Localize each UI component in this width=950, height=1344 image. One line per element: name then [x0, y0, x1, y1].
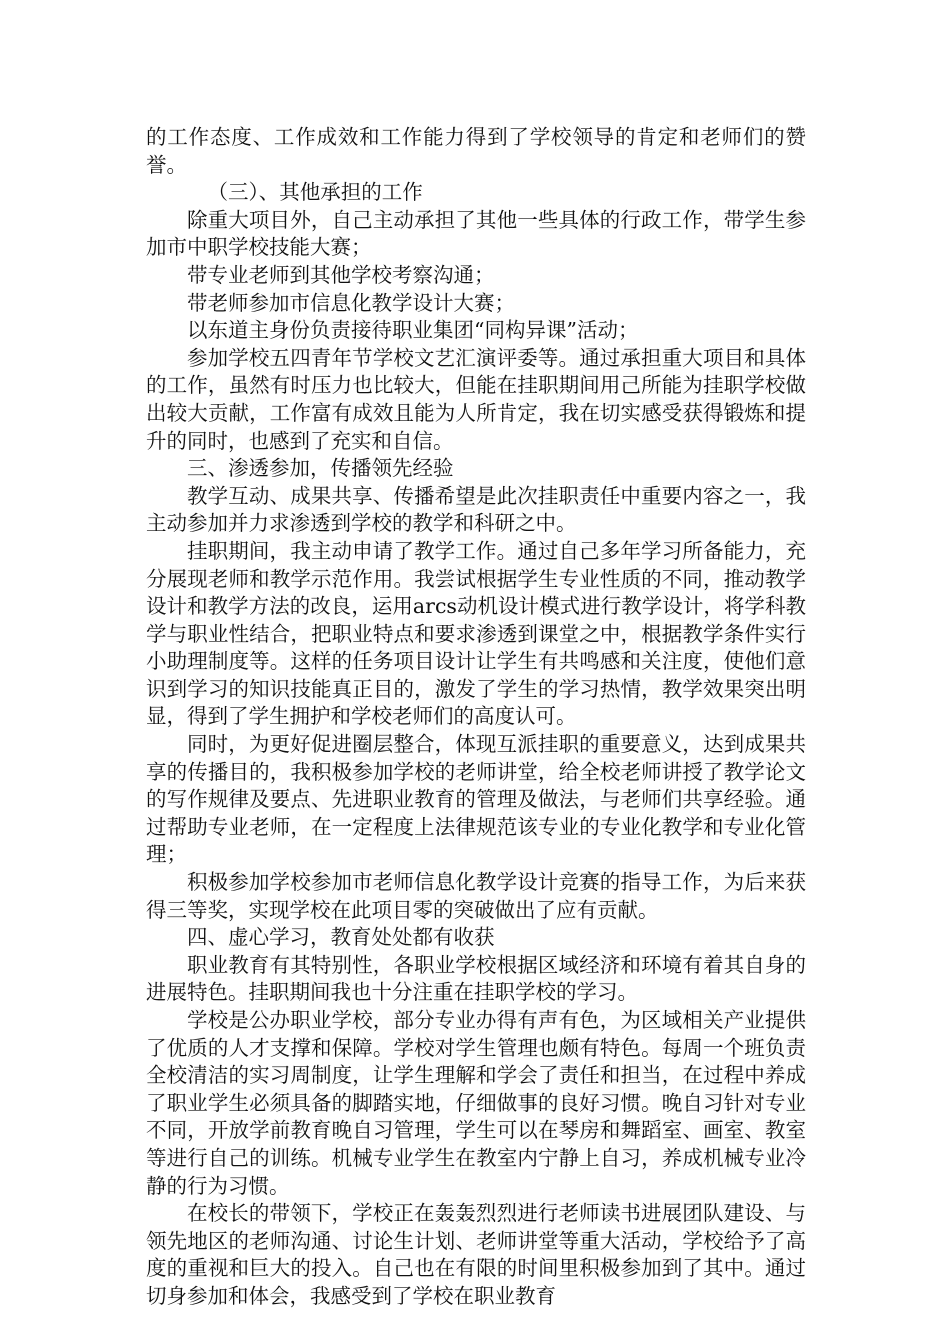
paragraph: 在校长的带领下，学校正在轰轰烈烈进行老师读书进展团队建设、与领先地区的老师沟通、讨论生计划、老师讲堂等重大活动，学校给予了高度的重视和巨大的投入。自己也在有限的时间里积极参加到了其中。通过切身参加和体会，我感受到了学校在职业教育	[146, 1201, 806, 1308]
paragraph: 挂职期间，我主动申请了教学工作。通过自己多年学习所备能力，充分展现老师和教学示范作用。我尝试根据学生专业性质的不同，推动教学设计和教学方法的改良，运用arcs动机设计模式进行教学设计，将学科教学与职业性结合，把职业特点和要求渗透到课堂之中，根据教学条件实行小助理制度等。这样的任务项目设计让学生有共鸣感和关注度，使他们意识到学习的知识技能真正目的，激发了学生的学习热情，教学效果突出明显，得到了学生拥护和学校老师们的高度认可。	[146, 538, 806, 729]
paragraph: 学校是公办职业学校，部分专业办得有声有色，为区域相关产业提供了优质的人才支撑和保障。学校对学生管理也颇有特色。每周一个班负责全校清洁的实习周制度，让学生理解和学会了责任和担当，在过程中养成了职业学生必须具备的脚踏实地，仔细做事的良好习惯。晚自习针对专业不同，开放学前教育晚自习管理，学生可以在琴房和舞蹈室、画室、教室等进行自己的训练。机械专业学生在教室内宁静上自习，养成机械专业冷静的行为习惯。	[146, 1008, 806, 1198]
paragraph: 同时，为更好促进圈层整合，体现互派挂职的重要意义，达到成果共享的传播目的，我积极参加学校的老师讲堂，给全校老师讲授了教学论文的写作规律及要点、先进职业教育的管理及做法，与老师们共享经验。通过帮助专业老师，在一定程度上法律规范该专业的专业化教学和专业化管理；	[146, 732, 806, 867]
paragraph: 参加学校五四青年节学校文艺汇演评委等。通过承担重大项目和具体的工作，虽然有时压力也比较大，但能在挂职期间用己所能为挂职学校做出较大贡献，工作富有成效且能为人所肯定，我在切实感受获得锻炼和提升的同时，也感到了充实和自信。	[146, 345, 806, 453]
paragraph: 的工作态度、工作成效和工作能力得到了学校领导的肯定和老师们的赞誉。	[146, 125, 806, 177]
paragraph: 除重大项目外，自己主动承担了其他一些具体的行政工作，带学生参加市中职学校技能大赛；	[146, 207, 806, 260]
section-heading: （三）、其他承担的工作	[207, 180, 423, 205]
paragraph: 积极参加学校参加市老师信息化教学设计竞赛的指导工作，为后来获得三等奖，实现学校在此项目零的突破做出了应有贡献。	[146, 870, 806, 922]
paragraph: 以东道主身份负责接待职业集团“同构异课”活动；	[187, 318, 639, 343]
section-heading: 三、渗透参加，传播领先经验	[187, 456, 454, 481]
paragraph: 教学互动、成果共享、传播希望是此次挂职责任中重要内容之一，我主动参加并力求渗透到学校的教学和科研之中。	[146, 483, 806, 536]
paragraph: 带老师参加市信息化教学设计大赛；	[187, 290, 515, 315]
paragraph: 职业教育有其特别性，各职业学校根据区域经济和环境有着其自身的进展特色。挂职期间我也十分注重在挂职学校的学习。	[146, 952, 806, 1005]
section-heading: 四、虚心学习，教育处处都有收获	[187, 925, 495, 950]
document-body	[146, 124, 806, 1311]
paragraph: 带专业老师到其他学校考察沟通；	[187, 262, 495, 287]
